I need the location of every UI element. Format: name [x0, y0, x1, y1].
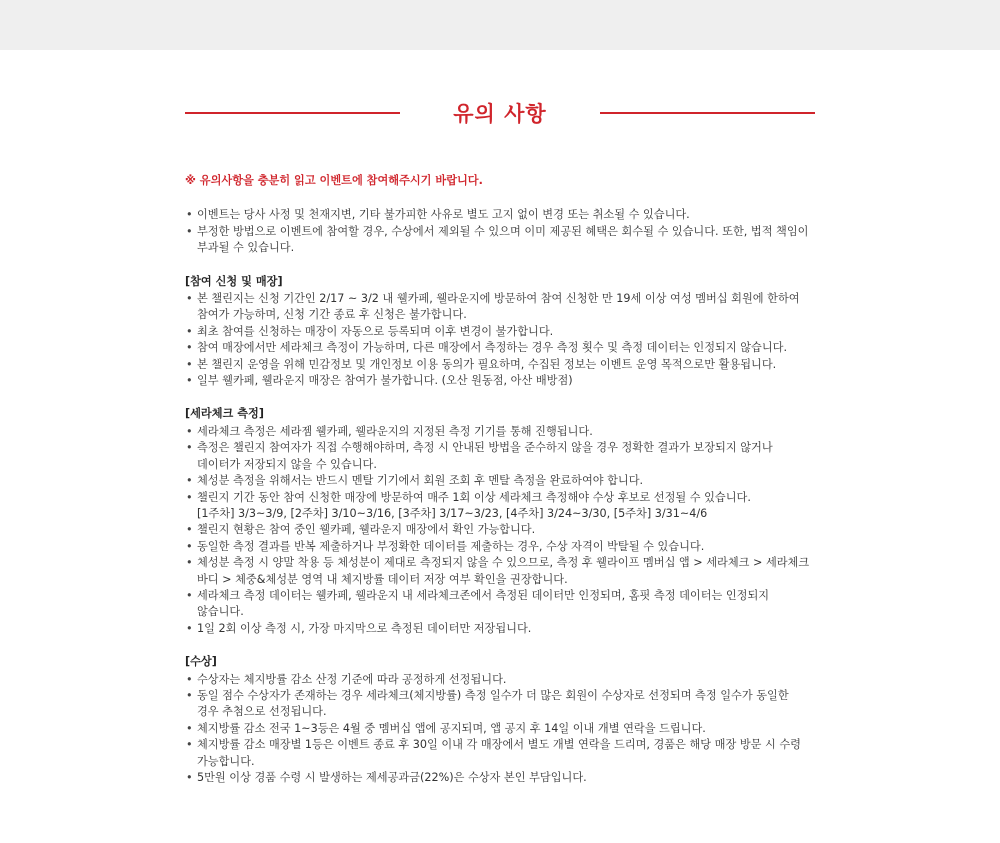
award-section — [185, 654, 825, 786]
list-item: • 체성분 측정을 위해서는 반드시 멘탈 기기에서 회원 조회 후 멘탈 측정을 완료하여야 합니다. — [185, 473, 825, 489]
list-item: • 부정한 방법으로 이벤트에 참여할 경우, 수상에서 제외될 수 있으며 이미 제공된 혜택은 회수될 수 있습니다. 또한, 법적 책임이 부과될 수 있습니다. — [185, 224, 825, 257]
page-title: 유의 사항 — [453, 102, 547, 126]
notice-header — [185, 94, 815, 132]
warning-text: ※ 유의사항을 충분히 읽고 이벤트에 참여해주시기 바랍니다. — [185, 174, 483, 187]
list-item: • 5만원 이상 경품 수령 시 발생하는 제세공과금(22%)은 수상자 본인 부담입니다. — [185, 770, 825, 786]
title-divider-right — [600, 112, 815, 114]
list-item: • 1일 2회 이상 측정 시, 가장 마지막으로 측정된 데이터만 저장됩니다. — [185, 621, 825, 637]
list-item: • 체성분 측정 시 양말 착용 등 체성분이 제대로 측정되지 않을 수 있으므로, 측정 후 웰라이프 멤버십 앱 > 세라체크 > 세라체크 바디 > 체중&체성분 영역 내 체지방률 데이터 저장 여부 확인을 권장합니다. — [185, 555, 825, 588]
list-item: • 체지방률 감소 전국 1~3등은 4월 중 멤버십 앱에 공지되며, 앱 공지 후 14일 이내 개별 연락을 드립니다. — [185, 721, 825, 737]
list-item: • 참여 매장에서만 세라체크 측정이 가능하며, 다른 매장에서 측정하는 경우 측정 횟수 및 측정 데이터는 인정되지 않습니다. — [185, 340, 825, 356]
award-list — [185, 672, 825, 787]
measurement-section — [185, 406, 825, 637]
participation-list — [185, 291, 825, 389]
notice-content — [185, 173, 825, 803]
list-item: • 챌린지 현황은 참여 중인 웰카페, 웰라운지 매장에서 확인 가능합니다. — [185, 522, 825, 538]
measurement-list — [185, 424, 825, 637]
list-item: • 최초 참여를 신청하는 매장이 자동으로 등록되며 이후 변경이 불가합니다. — [185, 324, 825, 340]
list-item: • 이벤트는 당사 사정 및 천재지변, 기타 불가피한 사유로 별도 고지 없이 변경 또는 취소될 수 있습니다. — [185, 207, 825, 223]
title-divider-left — [185, 112, 400, 114]
list-item: • 세라체크 측정은 세라젬 웰카페, 웰라운지의 지정된 측정 기기를 통해 진행됩니다. — [185, 424, 825, 440]
participation-section — [185, 274, 825, 390]
list-item: • 측정은 챌린지 참여자가 직접 수행해야하며, 측정 시 안내된 방법을 준수하지 않을 경우 정확한 결과가 보장되지 않거나 데이터가 저장되지 않을 수 있습니다. — [185, 440, 825, 473]
list-item: • 세라체크 측정 데이터는 웰카페, 웰라운지 내 세라체크존에서 측정된 데이터만 인정되며, 홈핏 측정 데이터는 인정되지 않습니다. — [185, 588, 825, 621]
general-section — [185, 207, 825, 256]
list-item: • 수상자는 체지방률 감소 산정 기준에 따라 공정하게 선정됩니다. — [185, 672, 825, 688]
general-list — [185, 207, 825, 256]
list-item: • 체지방률 감소 매장별 1등은 이벤트 종료 후 30일 이내 각 매장에서 별도 개별 연락을 드리며, 경품은 해당 매장 방문 시 수령 가능합니다. — [185, 737, 825, 770]
list-item: • 동일 점수 수상자가 존재하는 경우 세라체크(체지방률) 측정 일수가 더 많은 회원이 수상자로 선정되며 측정 일수가 동일한 경우 추첨으로 선정됩니다. — [185, 688, 825, 721]
list-item: • 본 챌린지 운영을 위해 민감정보 및 개인정보 이용 동의가 필요하며, 수집된 정보는 이벤트 운영 목적으로만 활용됩니다. — [185, 357, 825, 373]
list-item: • 본 챌린지는 신청 기간인 2/17 ~ 3/2 내 웰카페, 웰라운지에 방문하여 참여 신청한 만 19세 이상 여성 멤버십 회원에 한하여 참여가 가능하며, 신청 기간 종료 후 신청은 불가합니다. — [185, 291, 825, 324]
top-band — [0, 0, 1000, 50]
list-item: • 챌린지 기간 동안 참여 신청한 매장에 방문하여 매주 1회 이상 세라체크 측정해야 수상 후보로 선정될 수 있습니다. [1주차] 3/3~3/9, [2주차] 3/10~3/16, [3주차] 3/17~3/23, [4주차] 3/24~3/30, [5주차] 3/31~4/6 — [185, 490, 825, 523]
list-item: • 일부 웰카페, 웰라운지 매장은 참여가 불가합니다. (오산 원동점, 아산 배방점) — [185, 373, 825, 389]
list-item: • 동일한 측정 결과를 반복 제출하거나 부정확한 데이터를 제출하는 경우, 수상 자격이 박탈될 수 있습니다. — [185, 539, 825, 555]
section-title: [참여 신청 및 매장] — [185, 274, 283, 288]
section-title: [수상] — [185, 655, 217, 669]
section-title: [세라체크 측정] — [185, 407, 264, 421]
